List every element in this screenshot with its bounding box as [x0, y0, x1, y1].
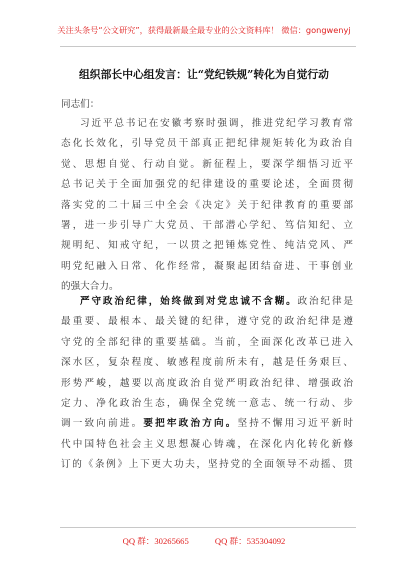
paragraph-1-line: 的强大合力。 — [61, 281, 119, 293]
paragraph-1-line: 明党纪融入日常、化作经常，凝聚起团结奋进、干事创业 — [61, 260, 353, 272]
footer-qq-group-1: QQ 群：30265665 — [122, 536, 189, 546]
paragraph-1-line: 习近平总书记在安徽考察时强调，推进党纪学习教育常 — [80, 118, 353, 129]
greeting: 同志们： — [61, 99, 100, 110]
paragraph-2-line — [61, 292, 353, 312]
paragraph-2-line: 定力、净化政治生态，确保全党统一意志、统一行动、步 — [61, 398, 353, 410]
paragraph-2-text: 调一致向前进。 — [61, 418, 144, 430]
subheading-bold: 要把牢政治方向。 — [143, 418, 238, 430]
footer-qq-group-2: QQ 群：535304092 — [214, 536, 286, 546]
paragraph-2-line: 最重要、最根本、最关键的纪律，遵守党的政治纪律是遵 — [61, 316, 353, 328]
paragraph-1 — [61, 114, 353, 298]
paragraph-2-line: 订的《条例》上下更大功夫，坚持党的全面领导不动摇、贯 — [61, 459, 353, 471]
header-divider — [60, 46, 356, 47]
document-title: 组织部长中心组发言：让“党纪铁规”转化为自觉行动 — [79, 68, 329, 81]
paragraph-2-line: 代中国特色社会主义思想凝心铸魂，在深化内化转化新修 — [61, 438, 353, 450]
footer-contacts — [0, 535, 408, 547]
paragraph-2-line: 形势严峻，越要以高度政治自觉严明政治纪律、增强政治 — [61, 377, 353, 389]
section-heading-bold: 严守政治纪律，始终做到对党忠诚不含糊。 — [80, 296, 298, 307]
paragraph-1-line: 署，进一步引导广大党员、干部潜心学纪、笃信知纪、立 — [61, 220, 353, 232]
paragraph-2-line: 守党的全部纪律的重要基础。当前，全面深化改革已进入 — [61, 336, 353, 348]
paragraph-1-line: 总书记关于全面加强党的纪律建设的重要论述，全面贯彻 — [61, 179, 353, 191]
paragraph-1-line: 态化长效化，引导党员干部真正把纪律规矩转化为政治自 — [61, 138, 353, 150]
paragraph-2-line — [61, 414, 353, 434]
paragraph-2 — [61, 292, 353, 476]
paragraph-2-text: 政治纪律是 — [297, 296, 354, 307]
paragraph-1-line: 规明纪、知戒守纪，一以贯之把锤炼党性、纯洁党风、严 — [61, 240, 353, 252]
header-promo-note: 关注头条号“公文研究”，获得最新最全最专业的公文资料库！ 微信：gongwenyj — [57, 25, 351, 35]
footer-divider — [60, 527, 356, 528]
paragraph-1-line: 落实党的二十届三中全会《决定》关于纪律教育的重要部 — [61, 199, 353, 211]
paragraph-2-line: 深水区，复杂程度、敏感程度前所未有，越是任务艰巨、 — [61, 357, 353, 369]
paragraph-1-line: 觉、思想自觉、行动自觉。新征程上，要深学细悟习近平 — [61, 158, 353, 170]
paragraph-2-text: 坚持不懈用习近平新时 — [237, 418, 354, 430]
